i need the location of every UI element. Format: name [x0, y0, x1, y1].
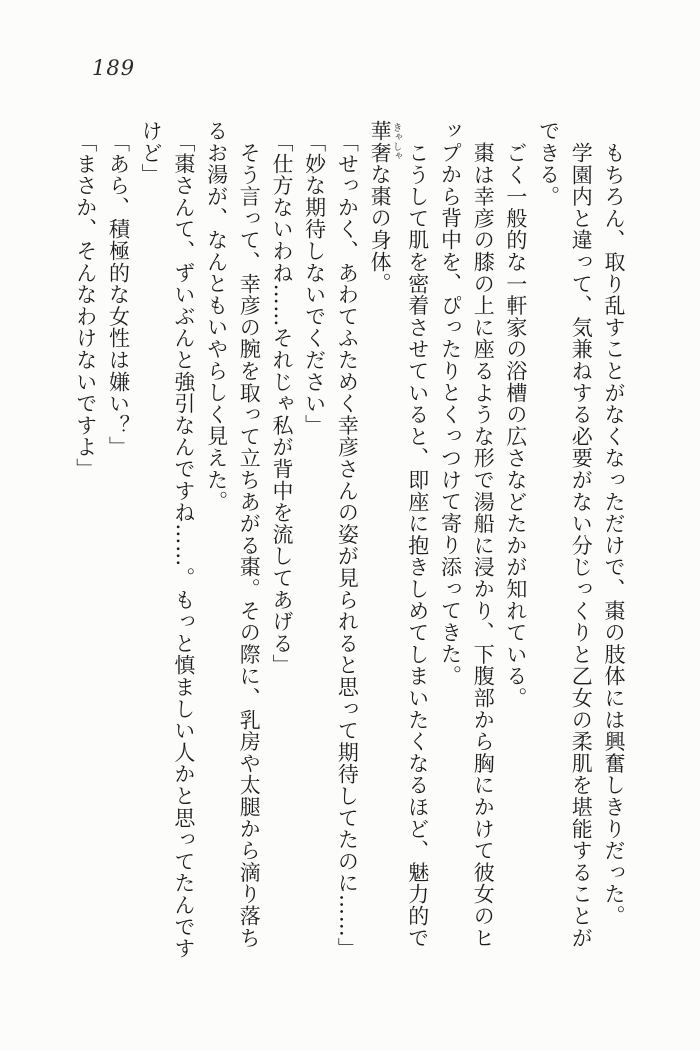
text-line-13: るお湯が、なんともいやらしく見えた。 [204, 120, 229, 513]
vertical-text-block [73, 120, 630, 960]
text-line-10: 「妙な期待しないでください」 [302, 131, 327, 437]
text-line-1: もちろん、取り乱すことがなくなっただけで、棗の肢体には興奮しきりだった。 [602, 142, 626, 927]
text-line-11: 「仕方ないわね……それじゃ私が背中を流してあげる」 [269, 131, 294, 676]
text-line-6: ップから背中を、ぴったりとくっつけて寄り添ってきた。 [438, 120, 463, 687]
text-line-15: けど」 [139, 120, 164, 186]
text-line-12: そう言って、幸彦の腕を取って立ちあがる棗。その際に、乳房や太腿から滴り落ち [237, 142, 262, 949]
text-line-9: 「せっかく、あわてふためく幸彦さんの姿が見られると思って期待してたのに……」 [335, 131, 360, 960]
text-line-17: 「まさか、そんなわけないですよ」 [73, 131, 98, 480]
text-line-8: 華奢きゃしゃな棗の身体。 [368, 120, 402, 295]
text-line-5: 棗は幸彦の膝の上に座るような形で湯船に浸かり、下腹部から胸にかけて彼女のヒ [471, 142, 496, 949]
text-line-7: こうして肌を密着させていると、即座に抱きしめてしまいたくなるほど、魅力的で [405, 142, 430, 949]
text-line-4: ごく一般的な一軒家の浴槽の広さなどたかが知れている。 [503, 142, 528, 709]
text-line-3: できる。 [536, 120, 561, 208]
ruby-annotated-word: 華奢きゃしゃ [368, 120, 402, 164]
text-line-2: 学園内と違って、気兼ねする必要がない分じっくりと乙女の柔肌を堪能することが [569, 142, 594, 949]
text-line-14: 「棗さんて、ずいぶんと強引なんですね……。もっと慎ましい人かと思ってたんです [171, 131, 196, 960]
text-line-16: 「あら、積極的な女性は嫌い？」 [106, 131, 131, 458]
furigana: きゃしゃ [390, 120, 402, 164]
page-number: 189 [92, 56, 136, 80]
